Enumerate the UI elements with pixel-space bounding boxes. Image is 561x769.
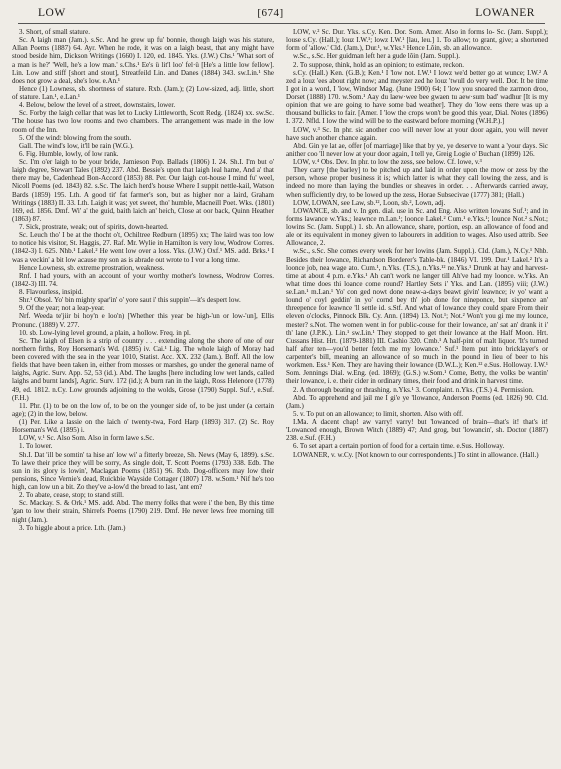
header-rule (18, 23, 545, 24)
entry-paragraph: 2. A thorough beating or thrashing. n.Yks.¹ 3. Complaint. n.Yks. (T.S.) 4. Permission. (293, 385, 534, 394)
entry-paragraph: Abd. Gin ye lat ae, offer [of marriage] like that by ye, ye deserve to want a 'your days. Sic anither coo 'll never low at your door again, I tell ye, Greig Logie o' Buchan (1899) 126. (286, 141, 548, 158)
entry-paragraph: Rnf. I had yours, with an account of your worthy mother's lowness, Wodrow Corres. (1842-3) III. 74. (12, 271, 274, 288)
entry-paragraph: 3. Short, of small stature. (19, 28, 91, 36)
entry-paragraph: 6. Fig. Humble, lowly, of low rank. (19, 149, 119, 158)
entry-paragraph: Sh.I. Dat 'ill be somtin' ta hise an' low wi' a fitterly breeze, Sh. News (May 6, 1899). s.Sc. To lawe their price they will be sorry, As single doit, T. Scott Poems (1793) 338. Edb. The sun in its glory is lowin', Maclagan Poems (1851) 96. Rxb. Dog-officers may low their pensions, Since Vernie's dead, Ruickbie Wayside Cottager (1807) 178. w.Som.¹ Nif he's too high, can low un a bit. Zo they've a-low'd the bread to last, 'ant em? (12, 450, 274, 491)
entry-paragraph: (1) Per. Like a lassie on the laich o' twenty-twa, Ford Harp (1893) 317. (2) Sc. Roy Horseman's Wd. (1895) i. (12, 418, 274, 435)
entry-paragraph: LOW, LOWAN, see Law, sb.¹², Loon, sb.², Lown, adj. (293, 198, 446, 207)
entry-paragraph: 1. To lower. (19, 442, 53, 451)
entry-paragraph: 2. To abate, cease, stop; to stand still. (19, 491, 124, 500)
entry-paragraph: 11. Phr. (1) to be on the low of, to be on the younger side of, to be just under (a certain age); (2) in the low, below. (12, 401, 274, 418)
entry-paragraph: 9. Of the year; not a leap-year. (19, 304, 105, 313)
entry-paragraph: Shr.¹ Obsol. Yo' bin mighty spar'in' o' yore saut i' this suppin'—it's despert low. (19, 296, 241, 305)
entry-paragraph: Sc. Mackay. S. & Ork.¹ MS. add. Abd. The merry folks that were i' the ben, By this time 'gan to low their strain, Shirrefs Poems (1790) 219. Dmf. He never lews free morning till night (Jam.). (12, 499, 274, 524)
right-column (286, 28, 548, 532)
entry-paragraph: LOW, v.⁴ Obs. Dev. In phr. to low the zess, see below. Cf. lowe, v.³ (293, 158, 482, 166)
header-right-headword: LOWANER (475, 7, 535, 19)
entry-paragraph: Hence Lowness, sb. extreme prostration, weakness. (19, 263, 165, 272)
header-left-headword: LOW (38, 7, 66, 19)
entry-paragraph: LOWANER, v. w.Cy. [Not known to our correspondents.] To stint in allowance. (Hall.) (293, 450, 539, 459)
entry-paragraph: 3. To higgle about a price. Lth. (Jam.) (19, 523, 126, 532)
entry-paragraph: 8. Flavourless, insipid. (19, 288, 84, 296)
entry-paragraph: Abd. To apprehend and jail me I gi'e ye 'llowance, Anderson Poems (ed. 1826) 90. Cld. (Jam.) (286, 393, 548, 410)
entry-paragraph: Sc. The laigh of Elsen is a strip of country . . . extending along the shore of one of our northern firths, Roy Horseman's Wd. (1895) iv. Cai.¹ Lig. The whole laigh of Moray had been covered with the sea in the year 1010, Statist. Acc. XX. 232 (Jam.). Bnff. All the low fields that have been taken in, either from mosses or marshes, go under the general name of laighs, Agric. Surv. App. 52, 53 (id.). Abd. The laughs [here including low wet lands, called laighs and burnt lands], Agric. Surv. 172 (id.); A burn ran in the laigh, Ross Helenore (1778) 49, ed. 1812. n.Cy. Low grounds adjoining to the wolds, Grose (1790) Suppl. Suf.¹, e.Suf. (F.H.) (12, 336, 274, 402)
entry-paragraph: Sc. A laigh man (Jam.). s.Sc. And he grew up fu' bonnie, though laigh was his stature, Allan Poems (1887) 64. Ayr. When he rode, it was on a laigh beast, that any might have stood beside him, Dickson Writings (1660) I. 120, ed. 1845. Yks. (J.W.) Chs.¹ 'What sort of a man is he?' 'Well, he's a low man.' s.Chs.¹ Ee's ü lit'l loo' fel·ü [He's a little low fellow]. Lin. Low and stiff [short and stout], Streatfeild Lin. and Danes (1884) 343. sw.Lin.¹ She does not grow a deal, she's low. e.An.¹ (12, 36, 274, 85)
entry-paragraph: 4. Below, below the level of a street, downstairs, lower. (19, 101, 176, 110)
entry-paragraph: 5. Of the wind: blowing from the south. (19, 133, 132, 142)
entry-paragraph: They carry [the barley] to be pitched up and laid in order upon the mow or zess by the person, whose proper business it is; which latter is what they call lowing the zess, and is indeed no more than laying the bundles or sheaves in order. . . Afterwards carried away, when sufficiently dry, to be lowed up the zess, Horae Subsecivae (1777) 381; (Hall.) (286, 166, 548, 199)
left-column (12, 28, 274, 532)
entry-paragraph: I.Ma. A dacent chap! aw varry! varry! but 'lowanced of brain—that's it! that's it! 'Lowanced enough, Brown Witch (1889) 47; And grog, but 'lowancin', sh. Doctor (1887) 238. e.Suf. (F.H.) (286, 418, 548, 443)
entry-paragraph: Gall. The wind's low, it'll be rain (W.G.). (19, 141, 134, 150)
entry-paragraph: LOW, v.² Sc. Dur. Yks. s.Cy. Ken. Dor. Som. Amer. Also in forms lo- Sc. (Jam. Suppl.); louse s.Cy. (Hall.); louz I.W.¹; lowz I.W.¹ [lau, leu.] 1. To allow; to grant, give; a shortened form of 'allow.' Cld. (Jam.), Dur.¹, w.Yks.¹ Hence Lôin, sb. an allowance. (286, 28, 548, 53)
entry-paragraph: 7. Sick, prostrate, weak; out of spirits, down-hearted. (19, 223, 169, 231)
running-header (12, 7, 549, 23)
entry-paragraph: LOW, v.¹ Sc. Also Som. Also in form lawe s.Sc. (19, 434, 155, 443)
entry-paragraph: s.Cy. (Hall.) Ken. (G.B.); Ken.¹ I 'low not. I.W.¹ I lowz we'd better go at wunce; I.W.² A zed a louz 'ees about right now; and meyster zed he louz 'twull do very well. Dor. It be time I got in a word, I 'low, Windsor Mag. (June 1900) 64; I 'low you snoared the zarmon droo, Dorset (1888) 170. w.Som.¹ Aay du laew·wee bee gwaen tu aew·sum bad' wadhur [It is my opinion that we are going to have some bad weather]. They do 'low eens there was up a thousand bullicks to fair. [Amer. I 'low the crops won't be good this year, Dial. Notes (1896) I. 372. Nfld. I low the wind will be to the eastward before morning (W.H.P.).] (286, 68, 548, 126)
entry-paragraph: LOWANCE, sb. and v. In gen. dial. use in Sc. and Eng. Also written lowans Suf.¹; and in forms lawance w.Yks.; leawnce m.Lan.¹; loonce Lakel.² Cum.¹ e.Yks.¹; lounce Not.² s.Not.; lowins Sc. (Jam. Suppl.) 1. sb. An allowance, share, portion, esp. an allowance of food and ale or its equivalent in money given to labourers in addition to wages. Also used attrib. See Allowance, 2. (286, 206, 548, 248)
entry-paragraph: 6. To set apart a certain portion of food for a certain time. e.Sus. Holloway. (293, 442, 505, 451)
entry-paragraph: Sc. Forby the laigh cellar that was let to Lucky Littleworth, Scott Redg. (1824) xx. sw.Sc. 'The house has two low rooms and two chambers. The arrangement was made in the low room of the Inn. (12, 109, 274, 134)
entry-paragraph: 5. v. To put on an allowance; to limit, shorten. Also with off. (293, 409, 464, 418)
entry-paragraph: 10. sb. Low-lying level ground, a plain, a hollow. Freq. in pl. (19, 328, 191, 337)
entry-paragraph: Sc. I'm o'er laigh to be your bride, Jamieson Pop. Ballads (1806) I. 24. Sh.I. I'm but o' laigh degree, Stewart Tales (1892) 237. Abd. Bessie's upon that laigh leal hame, And a' that there may be, Cadenhead Bon-Accord (1853) 88. Per. Our laigh cot-house I mind fu' weel, Nicoll Poems (ed. 1843) 82. s.Sc. The laich herd's house Where I suppit nettle-kail, Watson Bards (1859) 195. Lth. A good tit' fat farmer's son, but as higher nor a laird, Graham Writings (1883) II. 33. Lth. Laigh it was; yet sweet, tho' humble, Macneill Poet. Wks. (1801) 169, ed. 1856. Dmf. Wi' a' the guid, baith laich an' heich, Close at oor back, Quinn Heather (1863) 87. (12, 158, 274, 223)
entry-paragraph: w.Sc., s.Sc. Her guidman left her a gude lôin (Jam. Suppl.). (293, 52, 461, 61)
entry-paragraph: Nrf. Weeda te'jiir bi hoy'n e loo'n) [Whether this year be high-'un or low-'un], Ellis Pronunc. (1889) V. 277. (12, 312, 274, 329)
entry-paragraph: w.Sc., s.Sc. She comes every week for her lowins (Jam. Suppl.). Cld. (Jam.), N.Cy.¹ Nhb. Besides their lowance, Richardson Borderer's Table-bk. (1846) VI. 199. Dur.¹ Lakel.² It's a loonce job, nea wage ato. Cum.¹, n.Yks. (T.S.), n.Yks.¹² ne.Yks.¹ Drunk at hay and harvest-time at about 4 p.m. e.Yks.¹ Ah can't work ne langer till Ah've had my loonce. w.Yks. An what time does thi loance come round? Hartley Sets i' Yks. and Lan. (1895) viii; (J.W.) se.Lan.¹ m.Lan.¹ Yo' con ged nowt done neaw-a-days beawt givin' leawnce; iv yo' want a lound o' coyl geddin' in yo' cornd bey th' job done for nineponce, but sixpence an' threepence for leawnce 'll settle id. s.Stf. And what of lowance they could spare From their eleven o'clocks, Pinnock Blk. Cy. Ann. (1894) 13. Not.¹; Not.² Won't you gi me my lounce, mester? s.Not. The women went in for public-couse for their lowance, an' sat an' drank it i' th' lane (J.P.K.). Lin.¹ sw.Lin.¹ They stopped to get their lowance at the Half Moon. Hrt. Cussans Hist. Hrt. (1879-1881) III. Cashio 320. Cmb.¹ A half-pint of malt liquor. 'It's turned half after ten—you'd better fetch me my lowance.' Suf.¹ Item put into bricklayer's or carpenter's bill, meaning an allowance of so much in the pound in lieu of beer to his workmen. Ess.¹ Ken. They are having their lowance (D.W.L.); Ken.¹² e.Sus. Holloway. I.W.¹ Som. Jennings Dial. w.Eng. (ed. 1869); (G.S.) w.Som.¹ Come, Betty, the volks be wantin' their lowance, i. e. their cider in ordinary times, their food and drink in harvest time. (286, 247, 548, 386)
entry-paragraph: LOW, v.³ Sc. In phr. sic another coo will never low at your door again, you will never have such another chance again. (286, 125, 548, 142)
two-column-body (12, 28, 549, 532)
page-number: [674] (257, 7, 284, 19)
entry-paragraph: Hence (1) Lowness, sb. shortness of stature. Rxb. (Jam.); (2) Low-sized, adj. little, short of stature. Lan.¹, e.Lan.¹ (12, 84, 274, 101)
entry-paragraph: 2. To suppose, think, hold as an opinion; to estimate, reckon. (293, 60, 465, 69)
entry-paragraph: Sc. Leuch tho' I be at the thocht o't, Ochiltree Redburn (1895) xx; The laird was too low to notice his visitor, St. Haggis, 27. Raf. Mr. Wylie in Hamilton is very low, Wodrow Corres. (1842-3) I. 625. Nhb.¹ Lakel.² He went low over a loss. Yks. (J.W.) Oxf.¹ MS. add. Brks.¹ I was a veckin' a bit low acause my son as is abrade out wrote to I vor a long time. (12, 231, 274, 264)
